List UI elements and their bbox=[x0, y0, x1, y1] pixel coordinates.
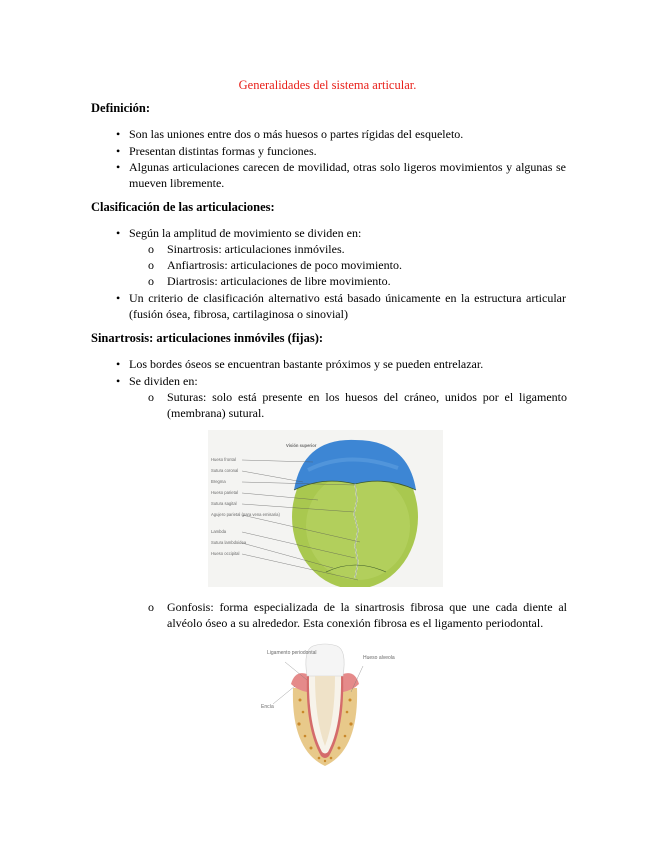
skull-label: Agujero parietal (para vena emisaria) bbox=[211, 512, 280, 517]
skull-label: Sutura sagital bbox=[211, 501, 237, 506]
page-title: Generalidades del sistema articular. bbox=[238, 78, 417, 92]
sinartrosis-item-2: Se dividen en: bbox=[129, 374, 198, 388]
bullet-icon: • bbox=[116, 291, 121, 305]
bullet-icon: • bbox=[116, 374, 121, 388]
tooth-label: Hueso alveolar bbox=[363, 655, 395, 661]
definicion-item-1: Son las uniones entre dos o más huesos o partes rígidas del esqueleto. bbox=[129, 127, 464, 141]
clasificacion-sub-3: Diartrosis: articulaciones de libre movimiento. bbox=[167, 274, 391, 288]
skull-label: Sutura coronal bbox=[211, 468, 239, 473]
clasificacion-sub-1: Sinartrosis: articulaciones inmóviles. bbox=[167, 242, 345, 256]
tooth-illustration bbox=[255, 640, 395, 768]
skull-illustration bbox=[208, 430, 443, 587]
heading-definicion: Definición: bbox=[91, 101, 151, 115]
gonfosis-text: Gonfosis: forma especializada de la sinartrosis fibrosa que une cada diente al alvéolo óseo a su alrededor. Esta conexión fibrosa es el ligamento periodontal. bbox=[167, 600, 567, 630]
skull-label: Hueso parietal bbox=[211, 490, 239, 495]
skull-label: Lambda bbox=[211, 529, 227, 534]
bullet-icon: • bbox=[116, 226, 121, 240]
heading-sinartrosis: Sinartrosis: articulaciones inmóviles (fijas): bbox=[91, 331, 324, 345]
sub-bullet-icon: o bbox=[148, 600, 154, 614]
sub-bullet-icon: o bbox=[148, 258, 154, 272]
skull-label: Hueso frontal bbox=[211, 457, 236, 462]
sub-bullet-icon: o bbox=[148, 242, 154, 256]
tooth-label: Encía bbox=[261, 704, 274, 710]
bullet-icon: • bbox=[116, 144, 121, 158]
clasificacion-intro: Según la amplitud de movimiento se dividen en: bbox=[129, 226, 362, 240]
skull-label: Hueso occipital bbox=[211, 551, 240, 556]
skull-figure bbox=[208, 430, 443, 587]
definicion-item-3: Algunas articulaciones carecen de movilidad, otras solo ligeros movimientos y algunas se mueven libremente. bbox=[129, 160, 566, 190]
sinartrosis-item-1: Los bordes óseos se encuentran bastante próximos y se pueden entrelazar. bbox=[129, 357, 484, 371]
heading-clasificacion: Clasificación de las articulaciones: bbox=[91, 200, 275, 214]
clasificacion-sub-2: Anfiartrosis: articulaciones de poco movimiento. bbox=[167, 258, 402, 272]
definicion-item-2: Presentan distintas formas y funciones. bbox=[129, 144, 317, 158]
bullet-icon: • bbox=[116, 127, 121, 141]
bullet-icon: • bbox=[116, 160, 121, 174]
tooth-figure bbox=[255, 640, 395, 768]
skull-label: Bregma bbox=[211, 479, 226, 484]
skull-label: Sutura lambdoidea bbox=[211, 540, 247, 545]
clasificacion-alt: Un criterio de clasificación alternativo está basado únicamente en la estructura articular (fusión ósea, fibrosa, cartilaginosa o sinovial) bbox=[129, 291, 566, 321]
bullet-icon: • bbox=[116, 357, 121, 371]
suturas-text: Suturas: solo está presente en los huesos del cráneo, unidos por el ligamento (membrana) sutural. bbox=[167, 390, 567, 420]
sub-bullet-icon: o bbox=[148, 390, 154, 404]
skull-view-label: Visión superior bbox=[286, 443, 317, 448]
sub-bullet-icon: o bbox=[148, 274, 154, 288]
tooth-label: Ligamento periodontal bbox=[267, 650, 317, 656]
